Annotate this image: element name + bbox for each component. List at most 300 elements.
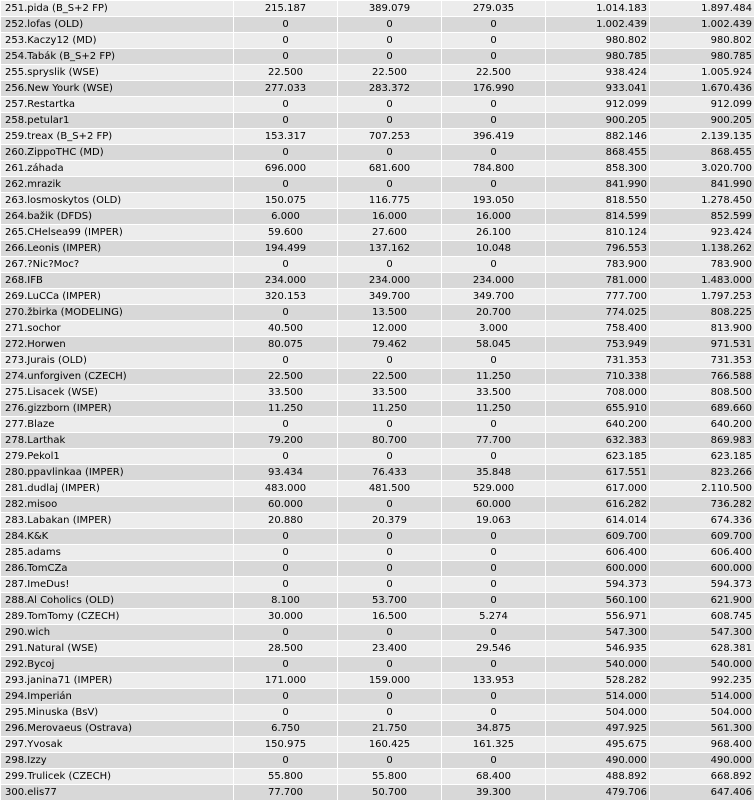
table-row [1,593,754,609]
value-cell-v4: 490.000 [546,753,650,769]
value-cell-v3: 784.800 [442,161,546,177]
table-row [1,689,754,705]
rank-number: 266. [5,243,27,254]
table-row [1,721,754,737]
player-cell [1,449,234,465]
rank-number: 283. [5,515,27,526]
rank-number: 277. [5,419,27,430]
rank-number: 251. [5,3,27,14]
value-cell-v3: 58.045 [442,337,546,353]
value-cell-v3: 29.546 [442,641,546,657]
player-cell [1,401,234,417]
value-cell-v5: 968.400 [650,737,754,753]
value-cell-v4: 600.000 [546,561,650,577]
table-row [1,609,754,625]
value-cell-v1: 320.153 [234,289,338,305]
value-cell-v2: 0 [338,353,442,369]
rank-number: 282. [5,499,27,510]
rank-number: 256. [5,83,27,94]
value-cell-v1: 79.200 [234,433,338,449]
table-row [1,449,754,465]
value-cell-v1: 0 [234,657,338,673]
value-cell-v2: 0 [338,561,442,577]
player-name: Al Coholics (OLD) [27,595,114,606]
value-cell-v5: 841.990 [650,177,754,193]
value-cell-v1: 0 [234,689,338,705]
value-cell-v2: 0 [338,113,442,129]
value-cell-v1: 0 [234,177,338,193]
value-cell-v3: 0 [442,417,546,433]
value-cell-v2: 22.500 [338,369,442,385]
value-cell-v5: 813.900 [650,321,754,337]
value-cell-v4: 606.400 [546,545,650,561]
player-cell [1,17,234,33]
value-cell-v1: 483.000 [234,481,338,497]
table-row [1,1,754,17]
value-cell-v5: 736.282 [650,497,754,513]
value-cell-v2: 80.700 [338,433,442,449]
player-name: TomCZa [27,563,67,574]
table-row [1,305,754,321]
value-cell-v3: 33.500 [442,385,546,401]
value-cell-v3: 39.300 [442,785,546,801]
player-cell [1,417,234,433]
value-cell-v2: 33.500 [338,385,442,401]
value-cell-v3: 3.000 [442,321,546,337]
value-cell-v2: 16.000 [338,209,442,225]
rank-number: 291. [5,643,27,654]
value-cell-v4: 514.000 [546,689,650,705]
table-row [1,49,754,65]
value-cell-v4: 616.282 [546,497,650,513]
value-cell-v2: 0 [338,497,442,513]
table-row [1,225,754,241]
value-cell-v4: 900.205 [546,113,650,129]
player-cell [1,161,234,177]
value-cell-v4: 655.910 [546,401,650,417]
value-cell-v4: 614.014 [546,513,650,529]
player-name: mrazik [27,179,61,190]
player-cell [1,433,234,449]
table-row [1,529,754,545]
table-row [1,17,754,33]
player-name: ?Nic?Moc? [27,259,79,270]
value-cell-v2: 0 [338,145,442,161]
value-cell-v1: 153.317 [234,129,338,145]
table-row [1,241,754,257]
rank-number: 297. [5,739,27,750]
value-cell-v5: 1.278.450 [650,193,754,209]
player-name: TomTomy (CZECH) [27,611,119,622]
value-cell-v1: 93.434 [234,465,338,481]
value-cell-v5: 561.300 [650,721,754,737]
value-cell-v5: 1.138.262 [650,241,754,257]
value-cell-v5: 1.005.924 [650,65,754,81]
value-cell-v4: 814.599 [546,209,650,225]
player-name: Tabák (B_S+2 FP) [27,51,115,62]
rank-number: 286. [5,563,27,574]
value-cell-v4: 623.185 [546,449,650,465]
player-cell [1,609,234,625]
table-row [1,369,754,385]
table-row [1,577,754,593]
value-cell-v1: 194.499 [234,241,338,257]
player-cell [1,65,234,81]
rank-number: 295. [5,707,27,718]
value-cell-v3: 0 [442,593,546,609]
player-cell [1,273,234,289]
rank-number: 265. [5,227,27,238]
ranking-table-body [1,1,754,801]
value-cell-v3: 133.953 [442,673,546,689]
value-cell-v2: 0 [338,417,442,433]
value-cell-v5: 852.599 [650,209,754,225]
value-cell-v2: 0 [338,449,442,465]
rank-number: 279. [5,451,27,462]
value-cell-v5: 689.660 [650,401,754,417]
value-cell-v3: 0 [442,113,546,129]
value-cell-v1: 0 [234,33,338,49]
value-cell-v5: 490.000 [650,753,754,769]
value-cell-v4: 556.971 [546,609,650,625]
table-row [1,545,754,561]
player-name: Blaze [27,419,54,430]
value-cell-v1: 22.500 [234,369,338,385]
rank-number: 272. [5,339,27,350]
rank-number: 273. [5,355,27,366]
value-cell-v5: 609.700 [650,529,754,545]
value-cell-v1: 40.500 [234,321,338,337]
table-row [1,193,754,209]
value-cell-v5: 1.797.253 [650,289,754,305]
value-cell-v3: 349.700 [442,289,546,305]
rank-number: 296. [5,723,27,734]
value-cell-v5: 868.455 [650,145,754,161]
value-cell-v1: 60.000 [234,497,338,513]
value-cell-v1: 6.000 [234,209,338,225]
table-row [1,161,754,177]
value-cell-v4: 980.785 [546,49,650,65]
player-name: Izzy [27,755,46,766]
value-cell-v2: 0 [338,705,442,721]
value-cell-v2: 481.500 [338,481,442,497]
player-cell [1,129,234,145]
value-cell-v5: 808.500 [650,385,754,401]
value-cell-v2: 234.000 [338,273,442,289]
player-cell [1,497,234,513]
value-cell-v1: 0 [234,417,338,433]
player-cell [1,385,234,401]
player-cell [1,657,234,673]
table-row [1,337,754,353]
player-name: CHelsea99 (IMPER) [27,227,123,238]
value-cell-v5: 674.336 [650,513,754,529]
player-cell [1,289,234,305]
value-cell-v5: 594.373 [650,577,754,593]
player-name: Natural (WSE) [27,643,97,654]
value-cell-v4: 488.892 [546,769,650,785]
value-cell-v5: 514.000 [650,689,754,705]
table-row [1,385,754,401]
value-cell-v1: 0 [234,17,338,33]
rank-number: 270. [5,307,27,318]
value-cell-v3: 68.400 [442,769,546,785]
player-cell [1,193,234,209]
value-cell-v5: 504.000 [650,705,754,721]
value-cell-v4: 640.200 [546,417,650,433]
player-cell [1,769,234,785]
value-cell-v2: 21.750 [338,721,442,737]
value-cell-v1: 22.500 [234,65,338,81]
value-cell-v3: 0 [442,577,546,593]
value-cell-v1: 0 [234,49,338,65]
value-cell-v5: 823.266 [650,465,754,481]
rank-number: 299. [5,771,27,782]
value-cell-v5: 980.785 [650,49,754,65]
table-row [1,625,754,641]
table-row [1,657,754,673]
value-cell-v4: 980.802 [546,33,650,49]
value-cell-v3: 0 [442,449,546,465]
value-cell-v1: 234.000 [234,273,338,289]
rank-number: 289. [5,611,27,622]
value-cell-v2: 0 [338,33,442,49]
player-name: dudlaj (IMPER) [27,483,100,494]
table-row [1,113,754,129]
value-cell-v5: 766.588 [650,369,754,385]
value-cell-v4: 912.099 [546,97,650,113]
value-cell-v2: 0 [338,657,442,673]
value-cell-v4: 540.000 [546,657,650,673]
rank-number: 267. [5,259,27,270]
value-cell-v1: 0 [234,353,338,369]
rank-number: 275. [5,387,27,398]
value-cell-v5: 980.802 [650,33,754,49]
player-cell [1,353,234,369]
player-cell [1,545,234,561]
value-cell-v1: 77.700 [234,785,338,801]
value-cell-v3: 60.000 [442,497,546,513]
rank-number: 261. [5,163,27,174]
value-cell-v1: 0 [234,577,338,593]
player-name: Leonis (IMPER) [27,243,101,254]
value-cell-v2: 0 [338,625,442,641]
value-cell-v1: 0 [234,449,338,465]
value-cell-v3: 35.848 [442,465,546,481]
player-cell [1,225,234,241]
value-cell-v3: 0 [442,49,546,65]
player-name: bažik (DFDS) [27,211,92,222]
value-cell-v2: 0 [338,529,442,545]
player-cell [1,49,234,65]
player-cell [1,465,234,481]
value-cell-v5: 547.300 [650,625,754,641]
value-cell-v2: 707.253 [338,129,442,145]
player-cell [1,481,234,497]
value-cell-v5: 808.225 [650,305,754,321]
player-name: IFB [27,275,43,286]
value-cell-v3: 193.050 [442,193,546,209]
value-cell-v5: 647.406 [650,785,754,801]
value-cell-v3: 11.250 [442,369,546,385]
player-cell [1,305,234,321]
rank-number: 260. [5,147,27,158]
value-cell-v3: 234.000 [442,273,546,289]
value-cell-v2: 137.162 [338,241,442,257]
value-cell-v3: 0 [442,705,546,721]
table-row [1,753,754,769]
table-row [1,465,754,481]
value-cell-v5: 1.483.000 [650,273,754,289]
player-name: Pekol1 [27,451,60,462]
value-cell-v2: 13.500 [338,305,442,321]
table-row [1,417,754,433]
value-cell-v4: 547.300 [546,625,650,641]
table-row [1,673,754,689]
value-cell-v1: 11.250 [234,401,338,417]
value-cell-v3: 0 [442,689,546,705]
value-cell-v1: 6.750 [234,721,338,737]
player-cell [1,689,234,705]
value-cell-v5: 731.353 [650,353,754,369]
player-cell [1,257,234,273]
value-cell-v1: 20.880 [234,513,338,529]
value-cell-v2: 0 [338,97,442,113]
rank-number: 255. [5,67,27,78]
value-cell-v5: 869.983 [650,433,754,449]
rank-number: 258. [5,115,27,126]
value-cell-v3: 11.250 [442,401,546,417]
value-cell-v2: 160.425 [338,737,442,753]
value-cell-v4: 796.553 [546,241,650,257]
value-cell-v2: 55.800 [338,769,442,785]
value-cell-v4: 617.000 [546,481,650,497]
value-cell-v2: 0 [338,577,442,593]
value-cell-v5: 971.531 [650,337,754,353]
value-cell-v2: 11.250 [338,401,442,417]
rank-number: 293. [5,675,27,686]
value-cell-v4: 868.455 [546,145,650,161]
player-name: Restartka [27,99,75,110]
value-cell-v2: 349.700 [338,289,442,305]
player-name: pida (B_S+2 FP) [27,3,108,14]
player-name: Lisacek (WSE) [27,387,98,398]
player-name: losmoskytos (OLD) [27,195,121,206]
value-cell-v5: 1.002.439 [650,17,754,33]
player-cell [1,337,234,353]
value-cell-v3: 161.325 [442,737,546,753]
value-cell-v2: 20.379 [338,513,442,529]
player-cell [1,113,234,129]
value-cell-v1: 0 [234,145,338,161]
value-cell-v2: 0 [338,753,442,769]
value-cell-v5: 628.381 [650,641,754,657]
player-name: LuCCa (IMPER) [27,291,101,302]
rank-number: 292. [5,659,27,670]
value-cell-v1: 0 [234,625,338,641]
table-row [1,209,754,225]
value-cell-v5: 606.400 [650,545,754,561]
value-cell-v5: 992.235 [650,673,754,689]
player-cell [1,81,234,97]
player-cell [1,209,234,225]
value-cell-v2: 12.000 [338,321,442,337]
value-cell-v2: 389.079 [338,1,442,17]
rank-number: 271. [5,323,27,334]
rank-number: 300. [5,787,27,798]
value-cell-v2: 283.372 [338,81,442,97]
player-cell [1,721,234,737]
value-cell-v4: 781.000 [546,273,650,289]
rank-number: 290. [5,627,27,638]
value-cell-v4: 783.900 [546,257,650,273]
player-name: Larthak [27,435,65,446]
table-row [1,785,754,801]
table-row [1,65,754,81]
table-row [1,129,754,145]
value-cell-v2: 27.600 [338,225,442,241]
value-cell-v1: 150.975 [234,737,338,753]
value-cell-v3: 26.100 [442,225,546,241]
value-cell-v3: 396.419 [442,129,546,145]
rank-number: 281. [5,483,27,494]
rank-number: 288. [5,595,27,606]
value-cell-v1: 0 [234,529,338,545]
table-row [1,641,754,657]
value-cell-v3: 529.000 [442,481,546,497]
player-cell [1,785,234,801]
value-cell-v3: 77.700 [442,433,546,449]
value-cell-v2: 0 [338,49,442,65]
player-cell [1,97,234,113]
player-name: K&K [27,531,48,542]
value-cell-v1: 0 [234,753,338,769]
table-row [1,353,754,369]
rank-number: 276. [5,403,27,414]
value-cell-v4: 632.383 [546,433,650,449]
value-cell-v1: 80.075 [234,337,338,353]
value-cell-v5: 600.000 [650,561,754,577]
value-cell-v5: 923.424 [650,225,754,241]
player-name: lofas (OLD) [27,19,83,30]
value-cell-v3: 0 [442,177,546,193]
value-cell-v3: 0 [442,753,546,769]
value-cell-v5: 621.900 [650,593,754,609]
rank-number: 257. [5,99,27,110]
value-cell-v3: 16.000 [442,209,546,225]
player-cell [1,641,234,657]
player-cell [1,705,234,721]
rank-number: 280. [5,467,27,478]
rank-number: 259. [5,131,27,142]
value-cell-v5: 1.897.484 [650,1,754,17]
player-cell [1,529,234,545]
value-cell-v3: 19.063 [442,513,546,529]
value-cell-v5: 668.892 [650,769,754,785]
player-name: spryslik (WSE) [27,67,99,78]
value-cell-v4: 594.373 [546,577,650,593]
player-cell [1,577,234,593]
player-cell [1,737,234,753]
value-cell-v3: 0 [442,657,546,673]
table-row [1,769,754,785]
player-name: treax (B_S+2 FP) [27,131,112,142]
value-cell-v1: 0 [234,305,338,321]
value-cell-v2: 22.500 [338,65,442,81]
table-row [1,145,754,161]
player-name: janina71 (IMPER) [27,675,112,686]
rank-number: 253. [5,35,27,46]
